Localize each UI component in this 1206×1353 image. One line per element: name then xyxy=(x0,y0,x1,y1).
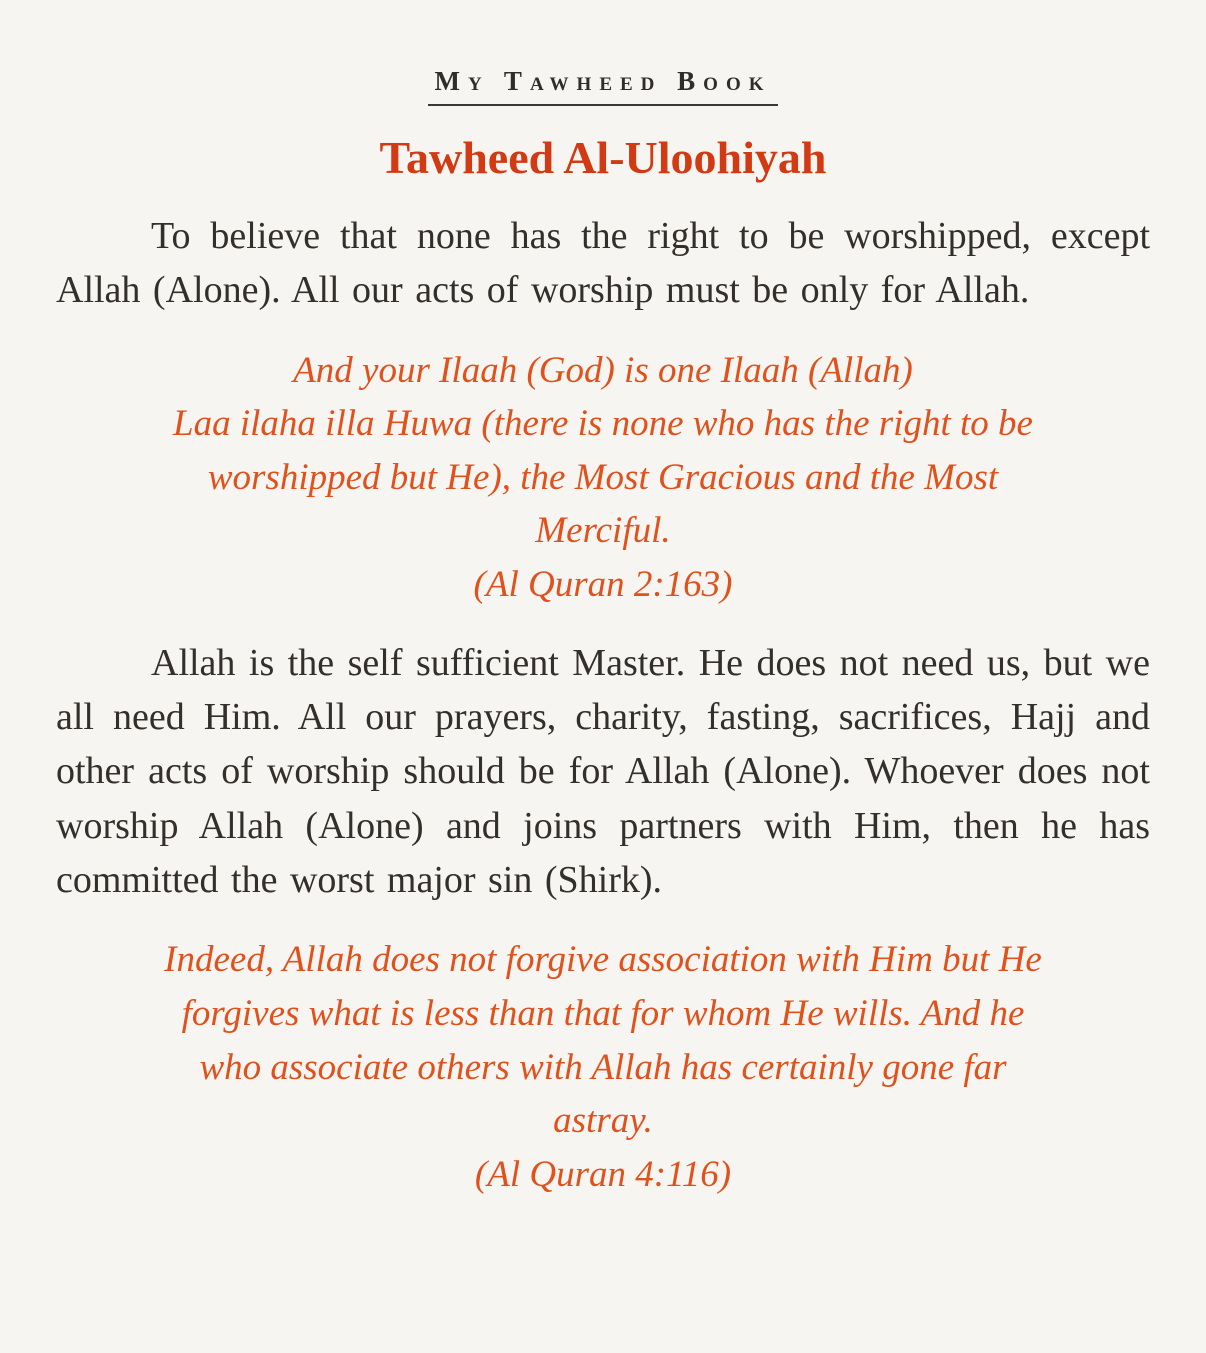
quote-line: who associate others with Allah has certainly gone far xyxy=(199,1046,1007,1088)
quran-quote-2 xyxy=(56,933,1150,1201)
quote-line: Indeed, Allah does not forgive association with Him but He xyxy=(164,939,1042,981)
body-paragraph-1: To believe that none has the right to be worshipped, except Allah (Alone). All our acts of worship must be only for Allah. xyxy=(56,214,1150,312)
quote-line: Merciful. xyxy=(535,510,671,552)
chapter-title: Tawheed Al-Uloohiyah xyxy=(379,132,827,183)
quote-line: Laa ilaha illa Huwa (there is none who has the right to be xyxy=(173,403,1033,445)
running-header xyxy=(56,66,1150,106)
quran-quote-1 xyxy=(56,344,1150,612)
quote-line: forgives what is less than that for whom He wills. And he xyxy=(181,993,1025,1035)
body-paragraph-2: Allah is the self sufficient Master. He does not need us, but we all need Him. All our prayers, charity, fasting, sacrifices, Hajj and other acts of worship should be for Allah (Alone). Whoever does not worship Allah (Alone) and joins partners with Him, then he has committed the worst major sin (Shirk). xyxy=(56,641,1150,902)
quote-citation: (Al Quran 4:116) xyxy=(474,1153,732,1195)
quote-line: astray. xyxy=(553,1100,653,1142)
quote-citation: (Al Quran 2:163) xyxy=(473,564,733,606)
quote-line: And your Ilaah (God) is one Ilaah (Allah) xyxy=(293,349,913,391)
running-header-text: My Tawheed Book xyxy=(428,66,777,106)
quote-line: worshipped but He), the Most Gracious and the Most xyxy=(207,456,999,498)
